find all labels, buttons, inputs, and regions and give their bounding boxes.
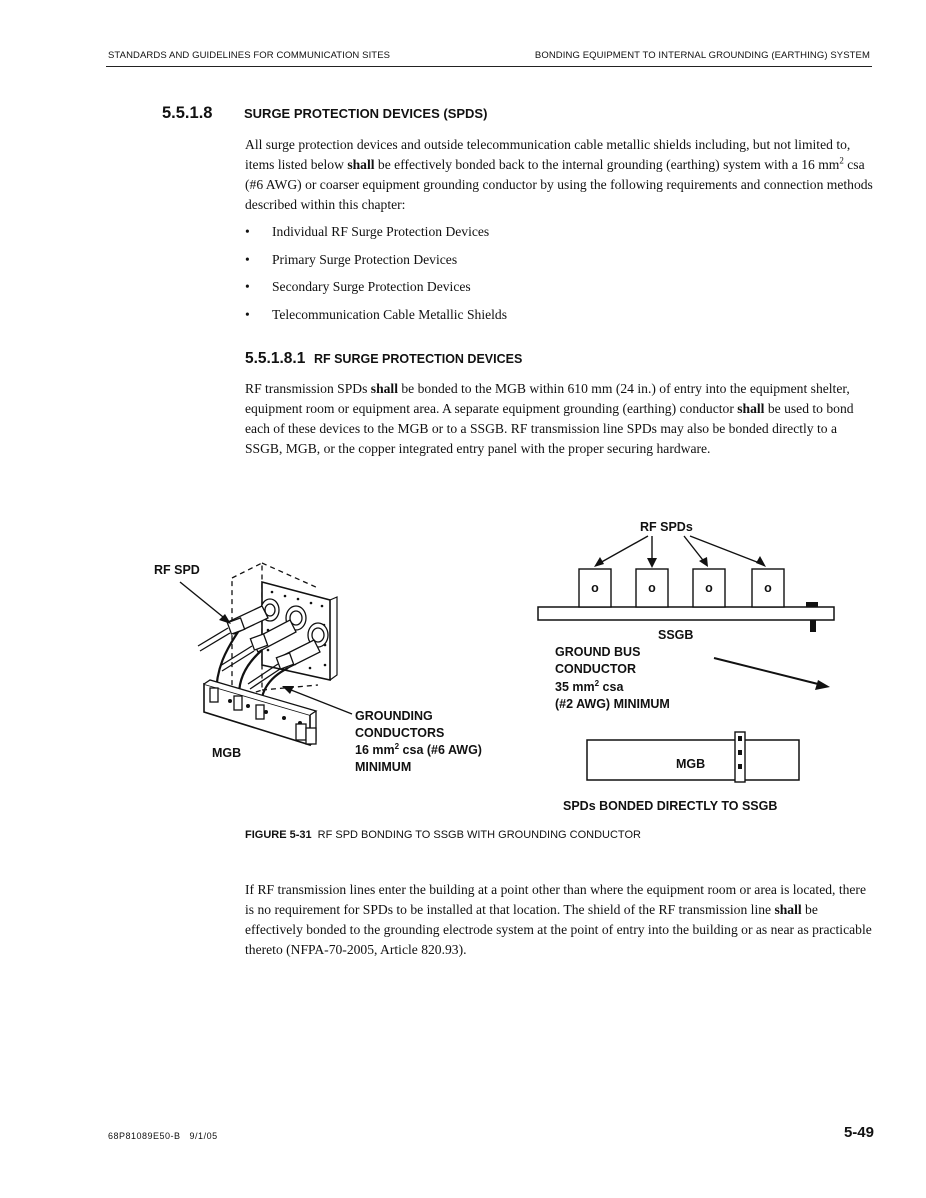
spd-connector-icon: o (764, 581, 772, 595)
label-rf-spds: RF SPDs (640, 520, 693, 534)
figure-number: FIGURE 5-31 (245, 829, 312, 841)
label-minimum: MINIMUM (355, 760, 412, 774)
label-rf-spd: RF SPD (154, 563, 200, 577)
arrowhead-icon (815, 680, 830, 690)
label-grounding: GROUNDING (355, 709, 433, 723)
label-ssgb: SSGB (658, 628, 694, 642)
closing-paragraph: If RF transmission lines enter the building at a point other than where the equipment room or area is located, there is no requirement for SPDs to be installed at that location. The shield of the RF transmission line shall be effectively bonded to the grounding electrode system at the point of entry into the building or as near as practicable thereto (NFPA-70-2005, Article 820.93). (245, 882, 872, 957)
list-item: • Telecommunication Cable Metallic Shields (245, 305, 507, 333)
rf-spd-devices (579, 569, 784, 607)
subsection-title: RF SURGE PROTECTION DEVICES (313, 352, 523, 366)
spd-bullet-list (245, 222, 507, 332)
figure-subtitle: SPDs BONDED DIRECTLY TO SSGB (563, 799, 778, 813)
footer-doc-id: 68P81089E50-B 9/1/05 (108, 1131, 218, 1141)
ground-bus-conductor-line (714, 658, 818, 684)
rf-spd-pointer (180, 582, 228, 621)
spd-connector-icon: o (591, 581, 599, 595)
rf-spd-paragraph: RF transmission SPDs shall be bonded to the MGB within 610 mm (24 in.) of entry into the equipment shelter, equipment room or equipment area. A separate equipment grounding (earthing) conductor shall be used to bond each of these devices to the MGB or to a SSGB. RF transmission line SPDs may also be bonded directly to a SSGB, MGB, or the copper integrated entry panel with the proper securing hardware. (245, 381, 854, 456)
spd-connector-icon: o (705, 581, 713, 595)
section-number: 5.5.1.8 (162, 104, 213, 122)
entry-panel-illustration (198, 563, 337, 745)
arrowhead-icons (594, 556, 766, 568)
page-number: 5-49 (843, 1124, 874, 1141)
rf-spds-pointers (598, 536, 762, 564)
subsection-number: 5.5.1.8.1 (245, 350, 306, 367)
section-intro-paragraph: All surge protection devices and outside telecommunication cable metallic shields including, but not limited to, items listed below shall be effectively bonded back to the internal grounding (earthing) system with a 16 $mm^2$ csa (#6 AWG) or coarser equipment grounding conductor by using the following requirements and connection methods described within this chapter: (245, 137, 873, 212)
spd-connector-icon: o (648, 581, 656, 595)
figure-5-31 (0, 500, 926, 830)
section-heading (162, 104, 487, 123)
label-right-mgb: MGB (676, 757, 706, 771)
label-gb-minimum: (#2 AWG) MINIMUM (555, 697, 670, 711)
figure-caption (245, 827, 641, 841)
list-item: • Secondary Surge Protection Devices (245, 277, 507, 305)
label-gb-conductor: CONDUCTOR (555, 662, 637, 676)
running-header-right: BONDING EQUIPMENT TO INTERNAL GROUNDING (EARTHING) SYSTEM (534, 50, 870, 61)
label-ground-bus: GROUND BUS (555, 645, 641, 659)
bullet-icon: • (245, 251, 250, 267)
bullet-icon: • (245, 224, 250, 239)
label-conductors: CONDUCTORS (355, 726, 445, 740)
running-header-left: STANDARDS AND GUIDELINES FOR COMMUNICATION SITES (108, 50, 391, 61)
list-item: • Individual RF Surge Protection Devices (245, 222, 507, 250)
header-rule (106, 66, 872, 67)
label-left-mgb: MGB (212, 746, 242, 760)
label-conductor-size: 16 $mm^2$ csa (#6 AWG) (355, 742, 482, 757)
section-title: SURGE PROTECTION DEVICES (SPDS) (244, 106, 488, 121)
bullet-icon: • (245, 306, 250, 322)
subsection-heading (245, 350, 522, 368)
label-gb-size: 35 $mm^2$ csa (555, 679, 624, 694)
figure-title: RF SPD BONDING TO SSGB WITH GROUNDING CONDUCTOR (317, 829, 641, 841)
list-item: • Primary Surge Protection Devices (245, 250, 507, 278)
bullet-icon: • (245, 279, 250, 294)
